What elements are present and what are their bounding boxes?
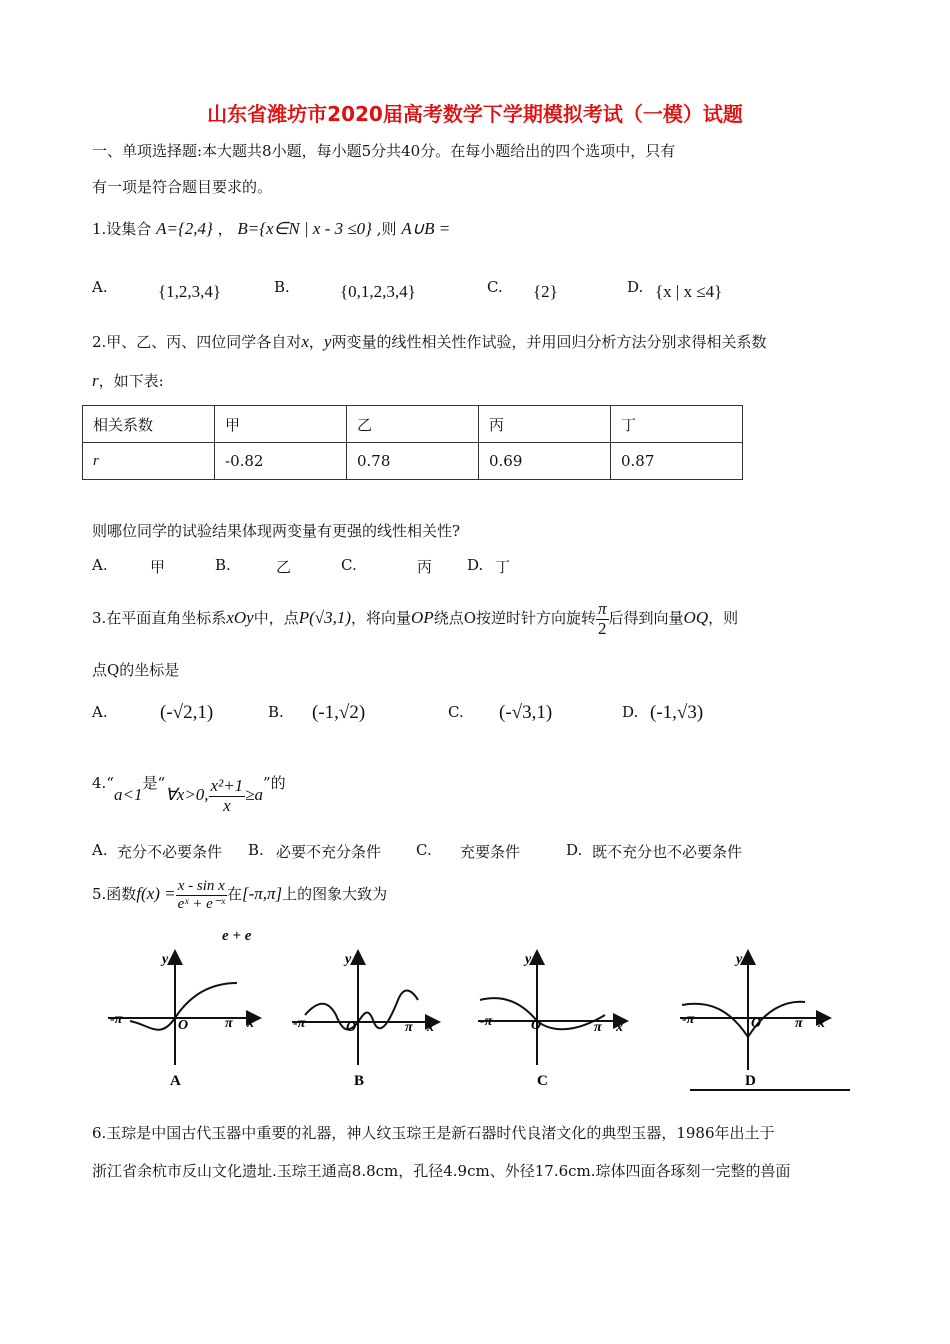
q1-set-a: A={2,4} — [156, 219, 213, 238]
q1-option-d-label: D. — [627, 278, 644, 296]
q4-frac-den: x — [223, 795, 231, 815]
graph-c-x-label: x — [616, 1020, 623, 1035]
graph-d-origin: O — [751, 1016, 762, 1031]
table-cell: r — [83, 443, 215, 480]
q2-var-y: y — [323, 332, 332, 351]
q4-cond2b: ≥a — [245, 785, 264, 805]
q3-option-c-label: C. — [448, 703, 464, 721]
q1-option-a-label: A. — [92, 278, 108, 296]
q3-line2: 点Q的坐标是 — [92, 661, 180, 679]
graph-b-pi: π — [405, 1020, 413, 1035]
graph-b-y-label: y — [345, 952, 352, 967]
q2-option-a: 甲 — [150, 558, 166, 576]
q1-ask: A∪B = — [401, 219, 451, 238]
correlation-table — [82, 405, 743, 480]
q1-option-c-label: C. — [487, 278, 503, 296]
q2-line1-a: 2.甲、乙、丙、四位同学各自对 — [92, 333, 302, 351]
q3-mid1: 中，点 — [253, 609, 299, 628]
graph-c-curve — [480, 998, 605, 1029]
q3-option-d: (-1,√3) — [650, 702, 704, 723]
graph-b-label: B — [354, 1073, 365, 1089]
q1-then: ,则 — [376, 220, 397, 238]
graph-a-x-label: x — [247, 1016, 254, 1031]
q2-line2-text: ，如下表: — [98, 372, 164, 390]
q1-sep: ， — [217, 220, 233, 238]
q6-line2: 浙江省余杭市反山文化遗址.玉琮王通高8.8cm，孔径4.9cm、外径17.6cm.琮体四面各琢刻一完整的兽面 — [92, 1162, 791, 1180]
q5-fraction — [176, 878, 227, 912]
graph-d — [680, 952, 850, 1090]
question-3 — [92, 600, 738, 638]
q2-line2 — [92, 370, 164, 391]
q4-frac-num: x²+1 — [210, 776, 244, 795]
q3-lead: 3.在平面直角坐标系 — [92, 609, 227, 628]
table-row — [83, 443, 743, 480]
q5-tail: 上的图象大致为 — [282, 885, 388, 903]
graph-a-pi: π — [225, 1016, 233, 1031]
q4-option-a-label: A. — [92, 841, 108, 859]
graph-a-neg-pi: -π — [110, 1012, 123, 1027]
graph-a-origin: O — [178, 1018, 189, 1033]
graph-d-neg-pi: -π — [682, 1012, 695, 1027]
q4-option-d-label: D. — [566, 841, 583, 859]
q3-vector-oq: OQ — [683, 608, 709, 628]
q2-option-b: 乙 — [276, 558, 292, 576]
q1-option-d: {x | x ≤4} — [655, 282, 723, 301]
q5-interval-pre: 在 — [226, 885, 242, 903]
q2-option-b-label: B. — [215, 556, 231, 574]
q3-angle-num: π — [598, 599, 607, 618]
table-cell: -0.82 — [215, 443, 347, 480]
graph-d-y-label: y — [736, 952, 743, 967]
q4-cond1: a<1 — [113, 785, 143, 805]
question-1 — [92, 218, 450, 239]
table-header-cell: 相关系数 — [83, 406, 215, 443]
q3-point: P(√3,1) — [298, 608, 351, 628]
q5-frac-den: eˣ + e⁻ˣ — [177, 895, 225, 912]
q3-mid2: ，将向量 — [351, 609, 412, 628]
q3-option-d-label: D. — [622, 703, 639, 721]
graph-b-neg-pi: -π — [293, 1016, 306, 1031]
q2-line1-b: 两变量的线性相关性作试验，并用回归分析方法分别求得相关系数 — [331, 333, 767, 351]
q3-option-a-label: A. — [92, 703, 108, 721]
q5-graphs — [100, 945, 860, 1095]
graph-b-curve — [305, 991, 418, 1030]
graph-c-pi: π — [594, 1020, 602, 1035]
q1-option-b-label: B. — [274, 278, 290, 296]
q6-line1: 6.玉琮是中国古代玉器中重要的礼器，神人纹玉琮王是新石器时代良渚文化的典型玉器，1986年出土于 — [92, 1124, 775, 1142]
graph-c — [478, 952, 625, 1089]
q2-option-c-label: C. — [341, 556, 357, 574]
table-cell: 0.78 — [347, 443, 479, 480]
q1-set-b: B={x∈N | x - 3 ≤0} — [237, 219, 372, 238]
q4-tail: ”的 — [263, 774, 286, 793]
graph-c-origin: O — [531, 1018, 542, 1033]
q1-option-b: {0,1,2,3,4} — [340, 282, 416, 301]
table-header-row — [83, 406, 743, 443]
q5-lead: 5.函数 — [92, 885, 137, 903]
q2-comma: ， — [308, 333, 324, 351]
graph-d-pi: π — [795, 1016, 803, 1031]
graph-d-label: D — [745, 1073, 756, 1089]
q3-angle-den: 2 — [598, 618, 607, 638]
q3-mid3: 绕点O按逆时针方向旋转 — [433, 609, 596, 628]
q2-var-x: x — [301, 332, 309, 351]
graph-c-label: C — [537, 1073, 548, 1089]
q2-option-a-label: A. — [92, 556, 108, 574]
q3-system: xOy — [226, 608, 254, 628]
q1-lead: 1.设集合 — [92, 220, 152, 238]
graph-d-x-label: x — [818, 1016, 825, 1031]
q4-option-b-label: B. — [248, 841, 264, 859]
q1-option-a: {1,2,3,4} — [158, 282, 222, 301]
question-4 — [92, 765, 286, 815]
q3-vector-op: OP — [411, 608, 434, 628]
table-header-cell: 乙 — [347, 406, 479, 443]
graph-c-neg-pi: -π — [480, 1014, 493, 1029]
table-header-cell: 甲 — [215, 406, 347, 443]
q2-option-d-label: D. — [467, 556, 484, 574]
q4-option-b: 必要不充分条件 — [276, 843, 382, 861]
table-cell: 0.69 — [479, 443, 611, 480]
q4-is: 是“ — [142, 774, 166, 793]
q2-option-d: 丁 — [495, 558, 511, 576]
graph-c-y-label: y — [525, 952, 532, 967]
q3-tail: ，则 — [708, 609, 739, 628]
q3-angle-fraction — [596, 600, 609, 638]
graph-b-x-label: x — [427, 1020, 434, 1035]
q2-option-c: 丙 — [417, 558, 433, 576]
q5-interval: [-π,π] — [241, 884, 283, 903]
q4-option-c: 充要条件 — [460, 843, 521, 861]
q5-fx: f(x) = — [136, 884, 176, 903]
q3-option-a: (-√2,1) — [160, 702, 214, 723]
graph-a — [108, 952, 258, 1089]
q4-fraction — [209, 777, 246, 815]
graph-a-label: A — [170, 1073, 181, 1089]
q2-question: 则哪位同学的试验结果体现两变量有更强的线性相关性? — [92, 522, 461, 540]
q4-option-d: 既不充分也不必要条件 — [592, 843, 743, 861]
q4-cond2a: ∀x>0, — [165, 785, 209, 805]
q3-option-b-label: B. — [268, 703, 284, 721]
q1-option-c: {2} — [533, 282, 558, 301]
q4-option-c-label: C. — [416, 841, 432, 859]
section-intro-line1: 一、单项选择题:本大题共8小题，每小题5分共40分。在每小题给出的四个选项中，只有 — [92, 142, 676, 160]
graph-b-origin: O — [346, 1020, 357, 1035]
q5-frac-num: x - sin x — [176, 878, 227, 896]
table-header-cell: 丁 — [611, 406, 743, 443]
table-cell: 0.87 — [611, 443, 743, 480]
q5-stray-text: e + e — [222, 928, 252, 944]
q3-mid4: 后得到向量 — [608, 609, 684, 628]
graph-b — [292, 952, 437, 1089]
graph-a-y-label: y — [162, 952, 169, 967]
q4-lead: 4.“ — [92, 774, 114, 793]
table-header-cell: 丙 — [479, 406, 611, 443]
q2-var-r: r — [92, 371, 99, 390]
page-title: 山东省潍坊市2020届高考数学下学期模拟考试（一模）试题 — [207, 102, 743, 126]
question-2 — [92, 331, 766, 352]
graph-d-curve — [682, 1002, 805, 1037]
q3-option-b: (-1,√2) — [312, 702, 366, 723]
q4-option-a: 充分不必要条件 — [117, 843, 223, 861]
section-intro-line2: 有一项是符合题目要求的。 — [92, 178, 273, 196]
question-5 — [92, 878, 387, 912]
q3-option-c: (-√3,1) — [499, 702, 553, 723]
